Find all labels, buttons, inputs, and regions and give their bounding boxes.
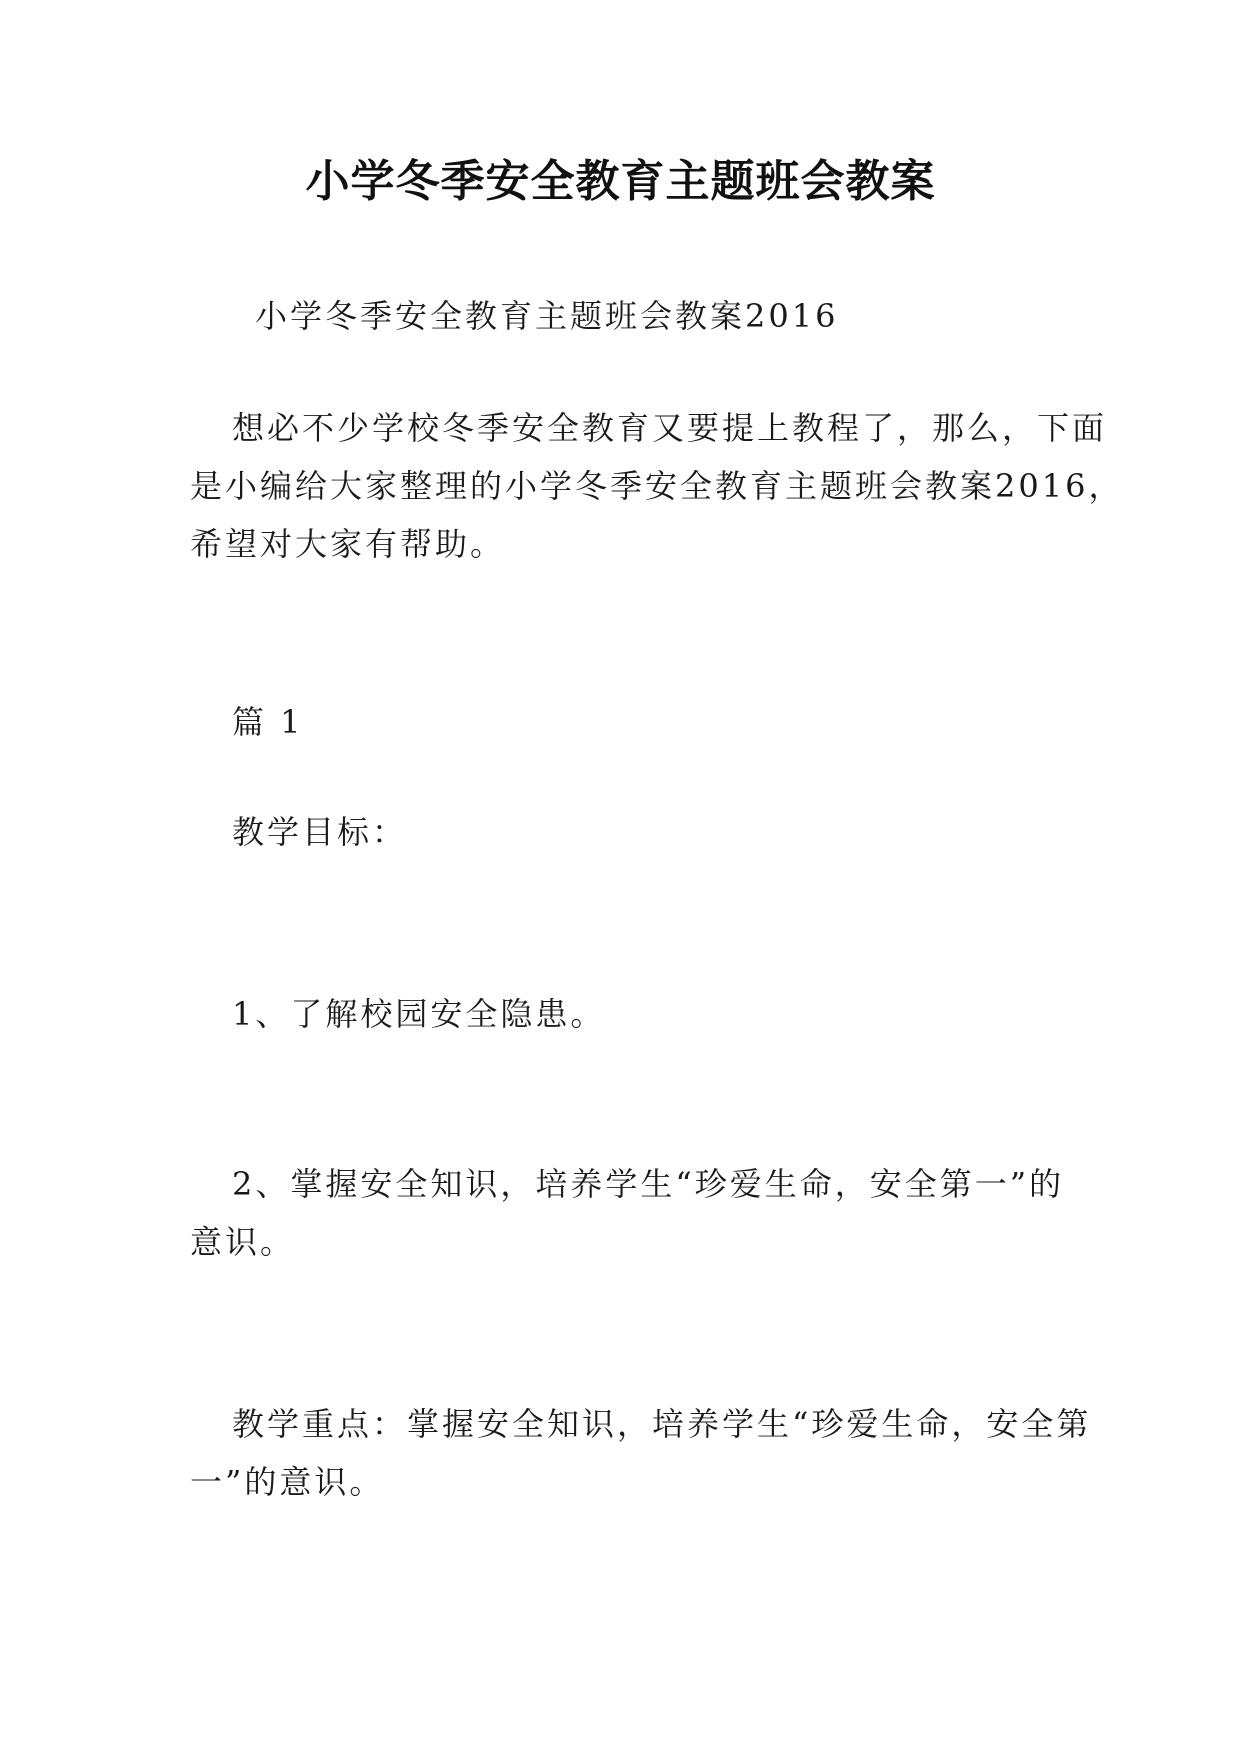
document-title: 小学冬季安全教育主题班会教案: [305, 156, 936, 207]
objective-2-line-1: 2、掌握安全知识，培养学生“珍爱生命，安全第一”的: [232, 1165, 1065, 1203]
objective-1-text: 1、了解校园安全隐患。: [232, 995, 606, 1033]
key-point-line-2: 一”的意识。: [190, 1463, 385, 1501]
key-point-line-1: 教学重点：掌握安全知识，培养学生“珍爱生命，安全第: [232, 1405, 1092, 1443]
objective-2-line-2: 意识。: [190, 1223, 296, 1261]
subtitle-line: 小学冬季安全教育主题班会教案2016: [255, 297, 839, 335]
intro-line-2: 是小编给大家整理的小学冬季安全教育主题班会教案2016，: [190, 467, 1124, 505]
intro-line-3: 希望对大家有帮助。: [190, 525, 506, 563]
objectives-heading-text: 教学目标：: [232, 813, 408, 851]
intro-line-1: 想必不少学校冬季安全教育又要提上教程了，那么，下面: [232, 409, 1108, 447]
section-label-text: 篇 1: [232, 703, 304, 741]
